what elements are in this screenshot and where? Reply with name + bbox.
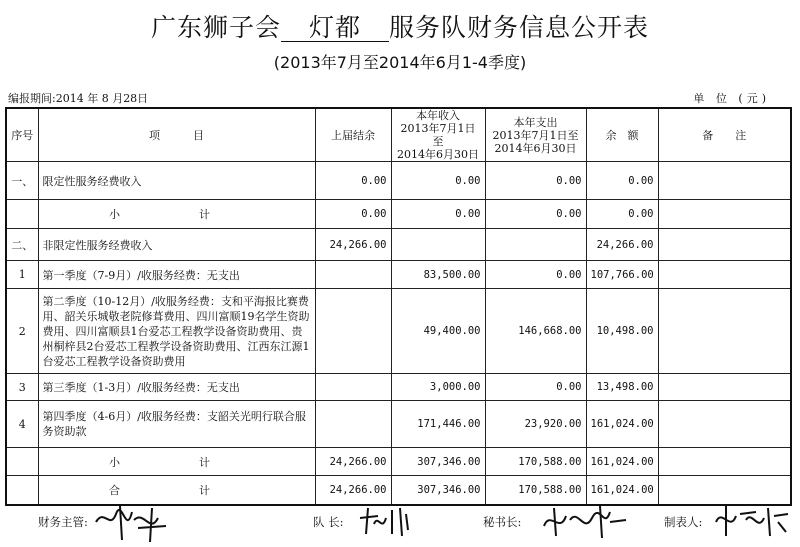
cell-balance: 10,498.00 bbox=[586, 289, 658, 374]
cell-remark bbox=[658, 200, 791, 229]
cell-item: 第四季度（4-6月）/收服务经费：支韶关光明行联合服务资助款 bbox=[38, 401, 315, 448]
finance-head-signature bbox=[92, 500, 172, 544]
cell-income: 0.00 bbox=[391, 200, 485, 229]
table-row bbox=[6, 162, 791, 200]
cell-seq: 2 bbox=[6, 289, 38, 374]
cell-prev: 0.00 bbox=[315, 162, 391, 200]
cell-item: 小 计 bbox=[38, 448, 315, 476]
document-title bbox=[0, 8, 800, 44]
cell-seq: 4 bbox=[6, 401, 38, 448]
cell-income bbox=[391, 229, 485, 261]
header-item: 项 目 bbox=[38, 108, 315, 162]
cell-expense bbox=[485, 229, 586, 261]
cell-prev bbox=[315, 401, 391, 448]
cell-seq bbox=[6, 476, 38, 505]
secretary-signature bbox=[540, 500, 630, 542]
cell-expense: 0.00 bbox=[485, 162, 586, 200]
cell-prev bbox=[315, 374, 391, 401]
cell-item: 小 计 bbox=[38, 200, 315, 229]
cell-expense: 146,668.00 bbox=[485, 289, 586, 374]
cell-balance: 161,024.00 bbox=[586, 448, 658, 476]
cell-income: 307,346.00 bbox=[391, 476, 485, 505]
preparer-label: 制表人: bbox=[664, 515, 703, 529]
cell-seq: 1 bbox=[6, 261, 38, 289]
cell-seq: 一、 bbox=[6, 162, 38, 200]
cell-item: 第三季度（1-3月）/收服务经费：无支出 bbox=[38, 374, 315, 401]
table-row bbox=[6, 289, 791, 374]
cell-expense: 0.00 bbox=[485, 200, 586, 229]
table-row bbox=[6, 261, 791, 289]
cell-income: 307,346.00 bbox=[391, 448, 485, 476]
cell-expense: 23,920.00 bbox=[485, 401, 586, 448]
cell-item: 限定性服务经费收入 bbox=[38, 162, 315, 200]
cell-seq bbox=[6, 200, 38, 229]
cell-remark bbox=[658, 261, 791, 289]
title-prefix: 广东狮子会 bbox=[150, 13, 281, 42]
cell-balance: 161,024.00 bbox=[586, 476, 658, 505]
currency-unit: 单 位 (元) bbox=[693, 92, 770, 105]
preparer-signature bbox=[712, 502, 792, 540]
cell-income: 49,400.00 bbox=[391, 289, 485, 374]
cell-prev: 24,266.00 bbox=[315, 476, 391, 505]
document-period: (2013年7月至2014年6月1-4季度) bbox=[273, 53, 527, 72]
secretary-label: 秘书长: bbox=[483, 515, 522, 529]
header-balance: 余 额 bbox=[586, 108, 658, 162]
cell-prev: 24,266.00 bbox=[315, 229, 391, 261]
table-row bbox=[6, 401, 791, 448]
cell-balance: 13,498.00 bbox=[586, 374, 658, 401]
cell-prev: 0.00 bbox=[315, 200, 391, 229]
cell-remark bbox=[658, 229, 791, 261]
cell-prev bbox=[315, 261, 391, 289]
header-expense: 本年支出 2013年7月1日至 2014年6月30日 bbox=[485, 108, 586, 162]
header-prev-balance: 上届结余 bbox=[315, 108, 391, 162]
header-remark: 备 注 bbox=[658, 108, 791, 162]
title-unit-name: 灯都 bbox=[308, 13, 361, 42]
cell-income: 3,000.00 bbox=[391, 374, 485, 401]
finance-table bbox=[5, 107, 792, 506]
header-row bbox=[6, 108, 791, 162]
cell-item: 非限定性服务经费收入 bbox=[38, 229, 315, 261]
cell-item: 第一季度（7-9月）/收服务经费：无支出 bbox=[38, 261, 315, 289]
table-row bbox=[6, 374, 791, 401]
cell-remark bbox=[658, 476, 791, 505]
header-seq: 序号 bbox=[6, 108, 38, 162]
subtotal-row bbox=[6, 448, 791, 476]
cell-remark bbox=[658, 401, 791, 448]
cell-income: 171,446.00 bbox=[391, 401, 485, 448]
cell-balance: 161,024.00 bbox=[586, 401, 658, 448]
cell-expense: 0.00 bbox=[485, 374, 586, 401]
cell-balance: 24,266.00 bbox=[586, 229, 658, 261]
table-row bbox=[6, 229, 791, 261]
cell-item: 合 计 bbox=[38, 476, 315, 505]
finance-head-label: 财务主管: bbox=[38, 515, 88, 529]
header-income: 本年收入 2013年7月1日至 2014年6月30日 bbox=[391, 108, 485, 162]
cell-remark bbox=[658, 289, 791, 374]
cell-seq bbox=[6, 448, 38, 476]
cell-balance: 0.00 bbox=[586, 200, 658, 229]
cell-balance: 107,766.00 bbox=[586, 261, 658, 289]
captain-signature bbox=[356, 504, 416, 540]
table-row bbox=[6, 200, 791, 229]
cell-seq: 二、 bbox=[6, 229, 38, 261]
cell-expense: 170,588.00 bbox=[485, 476, 586, 505]
cell-prev bbox=[315, 289, 391, 374]
title-unit-blank bbox=[281, 15, 389, 42]
cell-seq: 3 bbox=[6, 374, 38, 401]
cell-remark bbox=[658, 374, 791, 401]
cell-expense: 170,588.00 bbox=[485, 448, 586, 476]
cell-balance: 0.00 bbox=[586, 162, 658, 200]
cell-item bbox=[38, 289, 315, 374]
cell-remark bbox=[658, 448, 791, 476]
cell-expense: 0.00 bbox=[485, 261, 586, 289]
cell-remark bbox=[658, 162, 791, 200]
cell-income: 83,500.00 bbox=[391, 261, 485, 289]
cell-prev: 24,266.00 bbox=[315, 448, 391, 476]
compile-date: 编报期间:2014 年 8 月28日 bbox=[8, 92, 149, 105]
cell-item-text: 第二季度（10-12月）/收服务经费：支和平海报比赛费用、韶关乐城敬老院修葺费用、四川富顺19名学生资助费用、四川富顺县1台爱芯工程教学设备资助费用、贵州桐梓县2台爱芯工程教学设备资助费用、江西东江源1台爱芯工程教学设备资助费用 bbox=[42, 294, 310, 368]
cell-income: 0.00 bbox=[391, 162, 485, 200]
captain-label: 队 长: bbox=[313, 515, 344, 529]
title-suffix: 服务队财务信息公开表 bbox=[389, 13, 650, 42]
